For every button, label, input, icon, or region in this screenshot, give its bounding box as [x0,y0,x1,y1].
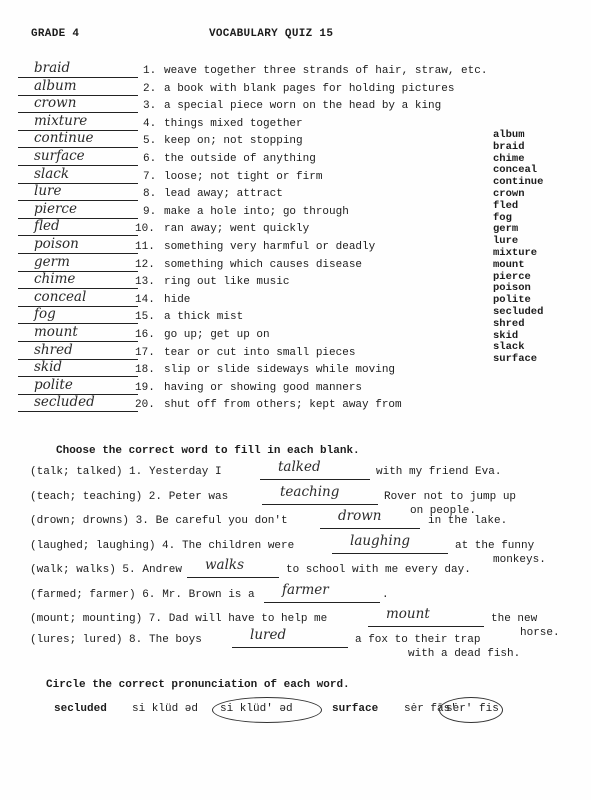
sentence-end: the new [491,613,538,625]
word-bank-item: fog [493,211,512,224]
sentence-start: The boys [149,634,202,646]
question-number: 17. [135,346,155,359]
handwritten-answer: laughing [350,533,411,549]
word-bank-item: slack [493,341,525,354]
question-number: 16. [135,329,155,341]
handwritten-answer: teaching [280,484,340,500]
handwritten-answer: skid [34,359,63,376]
sentence-end: in the lake. [428,515,508,527]
definition-text: things mixed together [164,117,303,130]
handwritten-answer: polite [34,376,73,393]
pron-word-2: surface [332,703,379,715]
sentence-end: Rover not to jump up [384,491,517,503]
sentence-end: with my friend Eva. [376,466,502,478]
quiz-title: VOCABULARY QUIZ 15 [209,28,334,40]
sentence-number: 3. [135,515,149,527]
word-bank-item: conceal [493,164,538,177]
definition-text: go up; get up on [164,329,270,341]
definition-text: a book with blank pages for holding pictures [164,82,455,95]
pron-word-1: secluded [54,703,107,715]
definition-text: slip or slide sideways while moving [164,364,396,377]
handwritten-answer: drown [338,508,382,524]
sentence-number: 8. [129,634,143,646]
definition-text: shut off from others; kept away from [164,399,402,412]
word-options: (laughed; laughing) [30,540,156,552]
handwritten-answer: mount [34,324,78,340]
handwritten-answer: crown [34,95,77,112]
question-number: 19. [135,381,155,394]
question-number: 1. [143,65,157,77]
question-number: 8. [143,188,157,201]
pron-option-2a[interactable]: sėr fās' [404,703,457,715]
word-options: (talk; talked) [30,466,123,478]
word-bank-item: polite [493,294,531,307]
question-number: 12. [135,258,155,271]
sentence-number: 5. [122,564,136,576]
handwritten-answer: germ [34,253,70,270]
word-options: (teach; teaching) [30,491,143,503]
word-options: (mount; mounting) [30,613,143,625]
sentence-start: Yesterday I [149,466,222,478]
sentence-end: a fox to their trap [355,634,481,646]
word-options: (drown; drowns) [30,515,130,527]
question-number: 11. [135,241,155,253]
word-bank-item: germ [493,223,519,236]
sentence-end: at the funny [455,540,535,552]
handwritten-answer: braid [34,60,71,76]
handwritten-answer: lured [250,627,287,643]
definition-text: hide [164,293,191,306]
definition-text: having or showing good manners [164,381,363,394]
word-bank-item: mount [493,258,525,271]
word-options: (farmed; farmer) [30,589,136,601]
word-bank-item: album [493,129,525,141]
word-bank-item: skid [493,329,519,342]
definition-text: a special piece worn on the head by a king [164,100,442,113]
handwritten-answer: album [34,77,77,94]
question-number: 20. [135,399,155,412]
sentence-start: Be careful you don't [155,515,288,527]
definition-text: lead away; attract [164,188,283,201]
sentence-start: Dad will have to help me [168,613,328,625]
question-number: 18. [135,364,155,377]
handwritten-answer: secluded [34,394,95,411]
word-bank-item: secluded [493,305,544,318]
definition-text: a thick mist [164,311,244,324]
sentence-number: 2. [148,491,162,503]
question-number: 5. [143,135,157,148]
word-bank-item: lure [493,235,519,248]
sentence-start: Mr. Brown is a [162,589,255,601]
sentence-start: Andrew [142,564,182,576]
question-number: 7. [143,170,157,183]
definition-text: loose; not tight or firm [164,170,323,183]
word-bank-item: fled [493,199,519,212]
sentence-number: 1. [129,466,143,478]
handwritten-answer: talked [278,459,321,475]
handwritten-answer: pierce [34,200,77,217]
word-options: (lures; lured) [30,634,123,646]
question-number: 14. [135,293,155,306]
question-number: 9. [143,205,157,218]
pronunciation-heading: Circle the correct pronunciation of each word. [46,679,350,691]
handwritten-answer: slack [34,165,70,182]
handwritten-answer: fog [34,306,56,323]
question-number: 13. [135,276,155,289]
definition-text: keep on; not stopping [164,135,303,148]
definition-text: ran away; went quickly [164,223,310,236]
handwritten-answer: walks [205,557,245,573]
pron-option-1b[interactable]: si klüd' əd [220,703,293,715]
handwritten-answer: mixture [34,112,88,129]
word-bank-item: continue [493,176,544,189]
question-number: 4. [143,117,157,130]
word-bank-item: surface [493,353,538,366]
handwritten-answer: fled [34,218,60,235]
handwritten-answer: continue [34,130,94,147]
handwritten-answer: lure [34,183,62,200]
definition-text: ring out like music [164,276,290,289]
handwritten-answer: mount [386,606,430,622]
definition-text: something very harmful or deadly [164,241,376,253]
sentence-continuation: horse. [520,627,560,639]
sentence-continuation: on people. [410,505,477,517]
word-bank-item: braid [493,140,525,153]
definition-text: the outside of anything [164,153,316,165]
sentence-end: . [382,589,389,601]
sentence-number: 7. [148,613,162,625]
word-bank-item: poison [493,282,531,295]
handwritten-answer: shred [34,341,73,358]
sentence-number: 6. [142,589,156,601]
sentence-continuation: with a dead fish. [408,648,521,660]
question-number: 3. [143,100,157,113]
question-number: 6. [143,153,157,165]
word-bank-item: shred [493,317,525,330]
handwritten-answer: surface [34,148,85,164]
definition-text: weave together three strands of hair, straw, etc. [164,65,488,77]
word-bank [493,130,543,366]
question-number: 10. [135,223,155,236]
pron-option-2b[interactable]: sėr' fis [446,703,499,715]
pron-option-1a[interactable]: si klüd əd [132,703,199,715]
sentence-start: Peter was [168,491,229,503]
word-bank-item: chime [493,152,525,165]
grade-label: GRADE 4 [31,28,80,40]
word-bank-item: mixture [493,246,538,259]
question-number: 2. [143,82,157,95]
sentence-start: The children were [182,540,295,552]
sentence-end: to school with me every day. [286,564,471,576]
question-number: 15. [135,311,155,324]
word-options: (walk; walks) [30,564,116,576]
handwritten-answer: chime [34,271,76,288]
word-bank-item: crown [493,187,525,200]
definition-text: tear or cut into small pieces [164,346,356,359]
definition-text: something which causes disease [164,258,363,271]
sentence-number: 4. [162,540,176,552]
handwritten-answer: farmer [282,582,329,598]
fill-in-heading: Choose the correct word to fill in each blank. [56,445,360,457]
handwritten-answer: conceal [34,288,87,305]
definition-text: make a hole into; go through [164,205,349,218]
word-bank-item: pierce [493,270,531,283]
sentence-continuation: monkeys. [493,554,546,566]
handwritten-answer: poison [34,236,79,252]
